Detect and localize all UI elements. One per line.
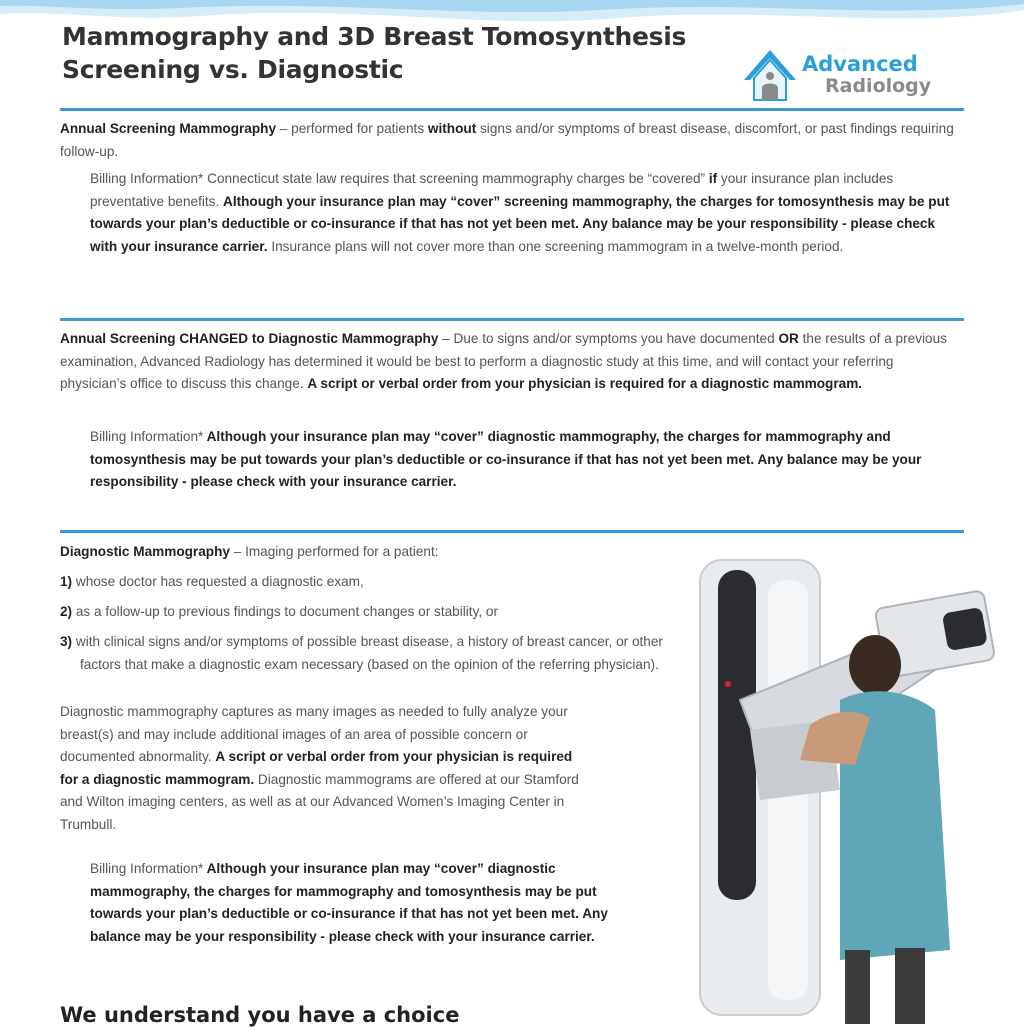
script-required-text: A script or verbal order from your physician is required for a diagnostic mammogram. bbox=[307, 376, 863, 391]
diagnostic-body bbox=[60, 701, 585, 836]
script-required-text: A script or verbal order from your physician is required for a diagnostic mammogram. bbox=[60, 749, 573, 787]
section-screening-intro bbox=[60, 118, 960, 163]
list-text: as a follow-up to previous findings to document changes or stability, or bbox=[72, 604, 499, 619]
section-changed-billing bbox=[90, 426, 960, 494]
emphasis-or: OR bbox=[778, 331, 799, 346]
intro-text: – Due to signs and/or symptoms you have documented bbox=[438, 331, 779, 346]
section-diagnostic-heading: Diagnostic Mammography bbox=[60, 544, 230, 559]
billing-text: your insurance plan includes preventative benefits. bbox=[90, 171, 894, 209]
section-changed-heading: Annual Screening CHANGED to Diagnostic Mammography bbox=[60, 331, 439, 346]
logo-word-advanced: Advanced bbox=[802, 52, 918, 76]
house-logo-icon bbox=[740, 46, 800, 104]
title-line-1: Mammography and 3D Breast Tomosynthesis bbox=[62, 22, 687, 51]
billing-label: Billing Information* bbox=[90, 171, 204, 186]
intro-text: – performed for patients bbox=[276, 121, 428, 136]
diagnostic-list-item bbox=[60, 631, 700, 676]
logo-word-radiology: Radiology bbox=[825, 75, 932, 97]
billing-text: Connecticut state law requires that screening mammography charges be “covered” bbox=[203, 171, 709, 186]
diagnostic-list-item bbox=[60, 601, 680, 624]
section-divider-3 bbox=[60, 530, 964, 533]
mammography-machine-photo bbox=[680, 550, 1010, 1024]
advanced-radiology-logo bbox=[740, 46, 980, 106]
billing-bold-text: Although your insurance plan may “cover” diagnostic mammography, the charges for mammography and tomosynthesis may be put towards your plan’s deductible or co-insurance if that has not yet been met. Any balance may be your responsibility - please check with your insurance carrier. bbox=[90, 861, 608, 944]
emphasis-without: without bbox=[427, 121, 477, 136]
intro-text: signs and/or symptoms of breast disease, discomfort, or past findings requiring follow-up. bbox=[60, 121, 954, 159]
billing-bold-text: Although your insurance plan may “cover” diagnostic mammography, the charges for mammography and tomosynthesis may be put towards your plan’s deductible or co-insurance if that has not yet been met. Any balance may be your responsibility - please check with your insurance carrier. bbox=[90, 429, 922, 489]
list-number: 2) bbox=[60, 604, 73, 619]
list-text: whose doctor has requested a diagnostic exam, bbox=[72, 574, 364, 589]
body-text: Diagnostic mammography captures as many images as needed to fully analyze your breast(s) and may include additional images of an area of possible concern or documented abnormality. bbox=[60, 704, 568, 764]
section-screening-heading: Annual Screening Mammography bbox=[60, 121, 277, 136]
section-divider-1 bbox=[60, 108, 964, 111]
section-changed-intro bbox=[60, 328, 960, 396]
section-divider-2 bbox=[60, 318, 964, 321]
page-title bbox=[62, 20, 686, 86]
list-number: 1) bbox=[60, 574, 73, 589]
diagnostic-list-item bbox=[60, 571, 680, 594]
intro-text: – Imaging performed for a patient: bbox=[229, 544, 439, 559]
list-number: 3) bbox=[60, 634, 73, 649]
billing-text: Insurance plans will not cover more than one screening mammogram in a twelve-month period. bbox=[267, 238, 844, 254]
title-line-2: Screening vs. Diagnostic bbox=[62, 55, 404, 84]
section-diagnostic-intro bbox=[60, 541, 680, 564]
body-text: Diagnostic mammograms are offered at our Stamford and Wilton imaging centers, as well as at our Advanced Women’s Imaging Center in Trumbull. bbox=[60, 771, 579, 832]
section-screening-billing bbox=[90, 168, 960, 258]
billing-label: Billing Information* bbox=[90, 429, 204, 444]
emphasis-if: if bbox=[708, 171, 718, 186]
billing-label: Billing Information* bbox=[90, 861, 204, 876]
choice-heading: We understand you have a choice bbox=[60, 1003, 460, 1027]
intro-text: the results of a previous examination, Advanced Radiology has determined it would be best to perform a diagnostic study at this time, and will contact your referring physician’s office to discuss this change. bbox=[60, 331, 947, 391]
section-diagnostic-billing bbox=[90, 858, 650, 948]
billing-bold-text: Although your insurance plan may “cover” screening mammography, the charges for tomosynthesis may be put towards your plan’s deductible or co-insurance if that has not yet been met. Any balance may be your responsibility - please check with your insurance carrier. bbox=[90, 193, 950, 254]
list-text: with clinical signs and/or symptoms of possible breast disease, a history of breast cancer, or other factors that make a diagnostic exam necessary (based on the opinion of the referring physician). bbox=[72, 634, 663, 672]
